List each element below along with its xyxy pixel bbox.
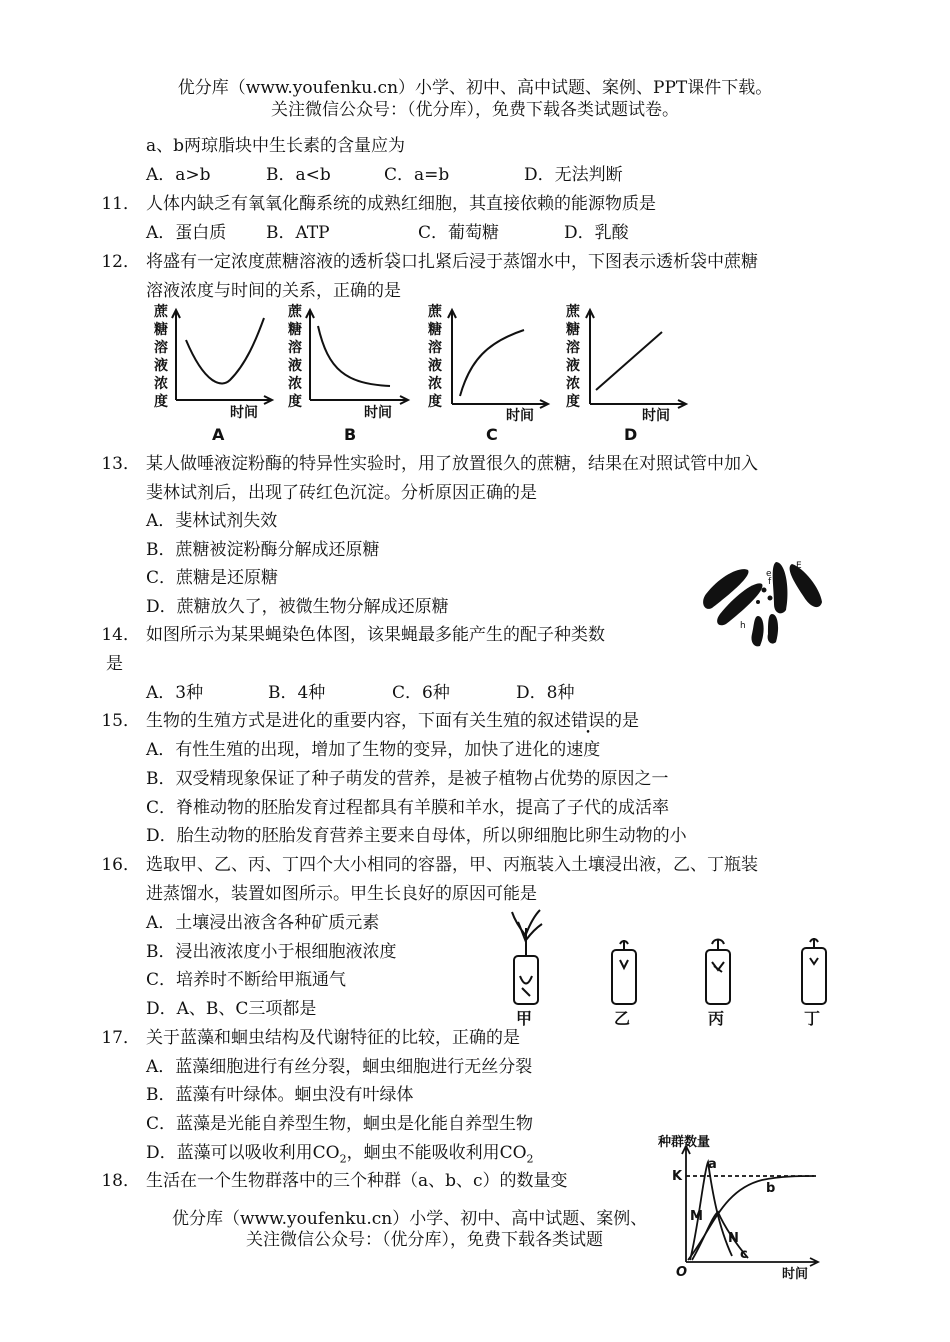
q15-option-b: B．双受精现象保证了种子萌发的营养，是被子植物占优势的原因之一 xyxy=(146,769,669,789)
q14-option-d: D．8种 xyxy=(516,683,575,703)
q14-text-1: 如图所示为某果蝇染色体图，该果蝇最多能产生的配子种类数 xyxy=(146,625,605,645)
jar-label-bing: 丙 xyxy=(708,1009,725,1028)
q12-number: 12． xyxy=(101,252,140,272)
chromo-label-h: h xyxy=(740,621,746,631)
q12-graph-a-xlabel: 时间 xyxy=(230,405,258,421)
q12-graph-b-ylabel-4: 液 xyxy=(288,358,302,374)
header-line-2: 关注微信公众号：（优分库），免费下载各类试题试卷。 xyxy=(271,100,679,120)
q12-graph-d-ylabel-3: 溶 xyxy=(566,340,580,356)
jar-label-ding: 丁 xyxy=(804,1009,821,1028)
q18-label-K: K xyxy=(672,1169,683,1184)
chromo-label-F: F xyxy=(798,573,804,583)
jar-ding xyxy=(802,938,826,1004)
q12-graph-d xyxy=(566,303,670,444)
q12-graph-c xyxy=(428,303,534,444)
q15-option-a: A．有性生殖的出现，增加了生物的变异，加快了进化的速度 xyxy=(146,740,601,760)
q14-number: 14． xyxy=(101,625,140,645)
q11-text: 人体内缺乏有氧氧化酶系统的成熟红细胞，其直接依赖的能源物质是 xyxy=(146,194,656,214)
chromo-label-f: f xyxy=(768,577,772,587)
q15-number: 15． xyxy=(101,711,140,731)
chromo-label-E: E xyxy=(796,561,802,571)
chromosome-dot-2 xyxy=(768,596,773,601)
q15-option-d: D．胎生动物的胚胎发育营养主要来自母体，所以卵细胞比卵生动物的小 xyxy=(146,826,687,846)
q15-option-c: C．脊椎动物的胚胎发育过程都具有羊膜和羊水，提高了子代的成活率 xyxy=(146,798,670,818)
q18-label-a: a xyxy=(708,1157,717,1172)
q12-graph-c-xlabel: 时间 xyxy=(506,408,534,424)
q18-curve-b xyxy=(688,1176,814,1260)
q13-text-1: 某人做唾液淀粉酶的特异性实验时，用了放置很久的蔗糖，结果在对照试管中加入 xyxy=(146,454,758,474)
q11-stem xyxy=(100,192,656,216)
q12-graph-d-line xyxy=(596,332,662,390)
q12-graph-c-ylabel-6: 度 xyxy=(428,394,442,410)
q12-graph-d-axes xyxy=(586,310,686,408)
q18-number: 18． xyxy=(101,1171,140,1191)
chromo-label-e: e xyxy=(766,569,772,579)
jar-label-jia: 甲 xyxy=(516,1009,533,1028)
q18-population-graph xyxy=(652,1130,822,1282)
q11-number: 11． xyxy=(101,194,140,214)
q12-graph-b-ylabel-3: 溶 xyxy=(288,340,302,356)
q12-graph-a-ylabel-1: 蔗 xyxy=(154,304,168,320)
q16-option-d: D．A、B、C三项都是 xyxy=(146,999,317,1019)
q12-graph-b-ylabel-5: 浓 xyxy=(288,376,302,392)
q14-stem xyxy=(100,623,605,647)
q12-graph-a-ylabel-4: 液 xyxy=(154,358,168,374)
q12-graph-b-ylabel-2: 糖 xyxy=(288,322,302,338)
chromosome-6 xyxy=(768,614,778,644)
q15-text-before: 生物的生殖方式是进化的重要内容，下面有关生殖的叙述 xyxy=(146,711,571,731)
q16-text-2: 进蒸馏水，装置如图所示。甲生长良好的原因可能是 xyxy=(146,884,537,904)
q17-sub-1: 2 xyxy=(339,1152,347,1166)
q18-axes xyxy=(682,1146,818,1266)
q12-text-2: 溶液浓度与时间的关系，正确的是 xyxy=(146,281,401,301)
q18-label-N: N xyxy=(728,1231,739,1246)
q11-option-b: B．ATP xyxy=(266,223,330,243)
q16-option-b: B．浸出液浓度小于根细胞液浓度 xyxy=(146,942,397,962)
q15-stem xyxy=(100,709,639,733)
q16-number: 16． xyxy=(101,855,140,875)
q16-jars-figure xyxy=(500,906,840,1026)
footer-line-1: 优分库（www.youfenku.cn）小学、初中、高中试题、案例、 xyxy=(172,1209,648,1229)
q12-graph-b-xlabel: 时间 xyxy=(364,405,392,421)
jar-label-yi: 乙 xyxy=(614,1009,631,1028)
q13-option-c: C．蔗糖是还原糖 xyxy=(146,568,279,588)
q14-chromosome-figure xyxy=(696,554,832,650)
q13-text-2: 斐林试剂后，出现了砖红色沉淀。分析原因正确的是 xyxy=(146,483,537,503)
q16-option-c: C．培养时不断给甲瓶通气 xyxy=(146,970,347,990)
q12-graph-c-axes xyxy=(448,310,548,408)
q12-graph-d-ylabel-6: 度 xyxy=(566,394,580,410)
q17-option-c: C．蓝藻是光能自养型生物，蛔虫是化能自养型生物 xyxy=(146,1114,534,1134)
q12-graph-a-axes xyxy=(172,310,272,404)
jar-jia xyxy=(512,910,542,1004)
q12-graph-d-ylabel-5: 浓 xyxy=(566,376,580,392)
q16-text-1: 选取甲、乙、丙、丁四个大小相同的容器，甲、丙瓶装入土壤浸出液，乙、丁瓶装 xyxy=(146,855,758,875)
q14-text-2: 是 xyxy=(106,654,123,674)
q17-option-a: A．蓝藻细胞进行有丝分裂，蛔虫细胞进行无丝分裂 xyxy=(146,1057,533,1077)
header-line-1: 优分库（www.youfenku.cn）小学、初中、高中试题、案例、PPT课件下载。 xyxy=(177,78,773,98)
q12-graph-d-ylabel-2: 糖 xyxy=(566,322,580,338)
q12-graph-c-label: C xyxy=(486,425,498,444)
q18-text: 生活在一个生物群落中的三个种群（a、b、c）的数量变 xyxy=(146,1171,568,1191)
q10-option-c: C．a=b xyxy=(384,165,450,185)
q10-text: a、b两琼脂块中生长素的含量应为 xyxy=(146,136,406,156)
q17-stem xyxy=(100,1026,520,1050)
jar-bing xyxy=(706,940,730,1005)
q12-graph-d-ylabel-1: 蔗 xyxy=(566,304,580,320)
q17-text: 关于蓝藻和蛔虫结构及代谢特征的比较，正确的是 xyxy=(146,1028,520,1048)
q17-option-b: B．蓝藻有叶绿体。蛔虫没有叶绿体 xyxy=(146,1085,414,1105)
q15-text-after: 的是 xyxy=(605,711,639,731)
q10-option-d: D．无法判断 xyxy=(524,165,623,185)
q16-stem xyxy=(100,853,758,877)
q18-xlabel: 时间 xyxy=(782,1267,809,1282)
chromosome-5 xyxy=(751,616,763,646)
chromosome-4 xyxy=(790,564,822,607)
q12-graph-b-axes xyxy=(306,310,408,404)
chromosome-dot-3 xyxy=(756,600,760,604)
footer-line-2: 关注微信公众号：（优分库），免费下载各类试题 xyxy=(246,1230,603,1250)
q17-number: 17． xyxy=(101,1028,140,1048)
q12-graph-d-label: D xyxy=(624,425,638,444)
q12-graph-b-curve xyxy=(318,326,390,386)
q12-graph-c-ylabel-4: 液 xyxy=(428,358,442,374)
jar-yi xyxy=(612,940,636,1004)
q12-graph-b-ylabel-6: 度 xyxy=(288,394,302,410)
chromosome-3 xyxy=(773,562,788,613)
q12-graph-a-ylabel-3: 溶 xyxy=(154,340,168,356)
q18-label-M: M xyxy=(690,1209,703,1224)
q12-graph-a-ylabel-5: 浓 xyxy=(154,376,168,392)
q11-option-a: A．蛋白质 xyxy=(146,223,227,243)
q12-graph-b-ylabel-1: 蔗 xyxy=(288,304,302,320)
q18-stem xyxy=(100,1169,568,1193)
q14-option-a: A．3种 xyxy=(146,683,204,703)
q12-graph-d-xlabel: 时间 xyxy=(642,408,670,424)
q11-option-d: D．乳酸 xyxy=(564,223,629,243)
q13-stem xyxy=(100,452,758,476)
q13-option-a: A．斐林试剂失效 xyxy=(146,511,278,531)
q12-graph-a-curve xyxy=(186,318,264,383)
chromosome-dot-1 xyxy=(762,588,767,593)
q12-text-1: 将盛有一定浓度蔗糖溶液的透析袋口扎紧后浸于蒸馏水中，下图表示透析袋中蔗糖 xyxy=(146,252,758,272)
q12-graph-c-ylabel-3: 溶 xyxy=(428,340,442,356)
q12-graph-c-ylabel-1: 蔗 xyxy=(428,304,442,320)
q18-ylabel: 种群数量 xyxy=(658,1135,711,1150)
q13-option-b: B．蔗糖被淀粉酶分解成还原糖 xyxy=(146,540,380,560)
q12-graph-c-curve xyxy=(460,330,524,396)
q17-option-d xyxy=(146,1141,534,1171)
q11-option-c: C．葡萄糖 xyxy=(418,223,500,243)
q17-option-d-part2: ，蛔虫不能吸收利用CO xyxy=(346,1143,527,1163)
q12-graph-c-ylabel-2: 糖 xyxy=(428,322,442,338)
q18-label-b: b xyxy=(766,1181,776,1196)
q16-option-a: A．土壤浸出液含各种矿质元素 xyxy=(146,913,380,933)
q14-option-c: C．6种 xyxy=(392,683,450,703)
q17-sub-2: 2 xyxy=(526,1152,534,1166)
q12-graph-d-ylabel-4: 液 xyxy=(566,358,580,374)
q14-option-b: B．4种 xyxy=(268,683,326,703)
q12-graph-a-label: A xyxy=(212,425,225,444)
q12-graph-c-ylabel-5: 浓 xyxy=(428,376,442,392)
q12-graph-a-ylabel-6: 度 xyxy=(154,394,168,410)
q13-number: 13． xyxy=(101,454,140,474)
q12-graphs xyxy=(150,300,710,445)
q10-option-a: A．a>b xyxy=(146,165,211,185)
q17-option-d-part1: D．蓝藻可以吸收利用CO xyxy=(146,1143,340,1163)
q12-stem xyxy=(100,250,758,274)
q10-option-b: B．a<b xyxy=(266,165,331,185)
q13-option-d: D．蔗糖放久了，被微生物分解成还原糖 xyxy=(146,597,449,617)
q18-label-O: O xyxy=(676,1265,688,1280)
q12-graph-a-ylabel-2: 糖 xyxy=(154,322,168,338)
q15-emphasis: 错误 xyxy=(571,711,605,731)
q12-graph-b-label: B xyxy=(344,425,357,444)
q12-graph-b xyxy=(288,303,392,444)
q18-label-c: c xyxy=(740,1247,748,1262)
